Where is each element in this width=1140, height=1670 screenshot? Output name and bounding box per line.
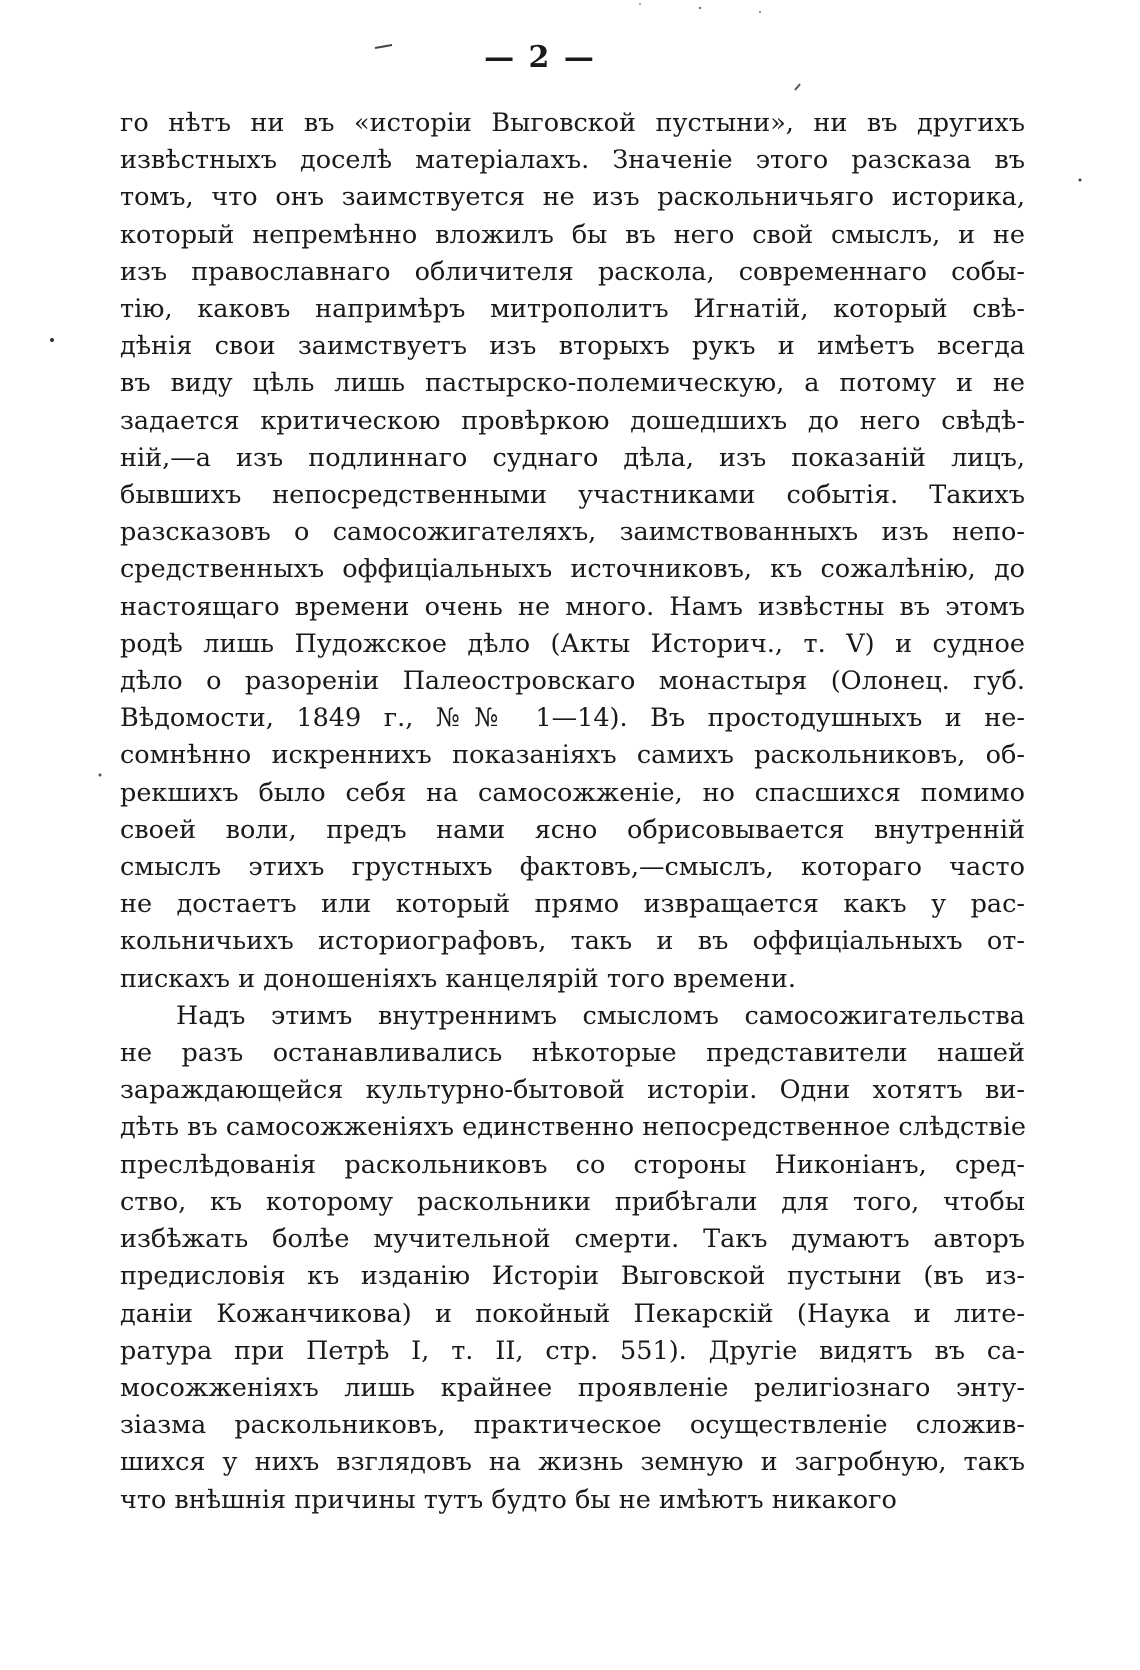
text-line: не разъ останавливались нѣкоторые представители нашей [120, 1038, 1025, 1069]
body-text [120, 105, 1025, 1519]
text-line: томъ, что онъ заимствуется не изъ раскольничьяго историка, [120, 182, 1025, 213]
text-line: предисловія къ изданію Исторіи Выговской пустыни (въ из- [120, 1261, 1025, 1292]
text-line: пискахъ и доношеніяхъ канцелярій того времени. [120, 963, 796, 994]
text-line: средственныхъ оффиціальныхъ источниковъ, къ сожалѣнію, до [120, 554, 1025, 585]
text-line: кольничьихъ историографовъ, такъ и въ оффиціальныхъ от- [120, 926, 1025, 957]
text-line: своей воли, предъ нами ясно обрисовывается внутренній [120, 814, 1025, 845]
text-line: тію, каковъ напримѣръ митрополитъ Игнатій, который свѣ- [120, 294, 1025, 325]
text-line: избѣжать болѣе мучительной смерти. Такъ думаютъ авторъ [120, 1224, 1025, 1255]
text-line: го нѣтъ ни въ «исторіи Выговской пустыни», ни въ другихъ [120, 108, 1025, 138]
text-line: бывшихъ непосредственными участниками событія. Такихъ [120, 480, 1025, 511]
text-line: мосожженіяхъ лишь крайнее проявленіе религіознаго энту- [120, 1372, 1025, 1403]
text-line: задается критическою провѣркою дошедшихъ до него свѣдѣ- [120, 405, 1025, 436]
text-line: родѣ лишь Пудожское дѣло (Акты Историч., т. V) и судное [120, 628, 1025, 659]
paragraph [120, 105, 1025, 998]
text-line: не достаетъ или который прямо извращается какъ у рас- [120, 889, 1025, 920]
text-line: въ виду цѣль лишь пастырско-полемическую, а потому и не [120, 368, 1025, 399]
text-line: дѣнія свои заимствуетъ изъ вторыхъ рукъ и имѣетъ всегда [120, 331, 1025, 362]
text-line: даніи Кожанчикова) и покойный Пекарскій (Наука и лите- [120, 1298, 1025, 1329]
text-line: который непремѣнно вложилъ бы въ него свой смыслъ, и не [120, 219, 1025, 250]
text-line: зіазма раскольниковъ, практическое осуществленіе сложив- [120, 1410, 1025, 1441]
text-line: зараждающейся культурно-бытовой исторіи. Одни хотятъ ви- [120, 1075, 1025, 1106]
text-line: сомнѣнно искреннихъ показаніяхъ самихъ раскольниковъ, об- [120, 740, 1025, 771]
text-line: шихся у нихъ взглядовъ на жизнь земную и загробную, такъ [120, 1447, 1025, 1478]
text-line: рекшихъ было себя на самосожженіе, но спасшихся помимо [120, 777, 1025, 808]
text-line: разсказовъ о самосожигателяхъ, заимствованныхъ изъ непо- [120, 517, 1025, 548]
text-line: дѣть въ самосожженіяхъ единственно непосредственное слѣдствіе [120, 1112, 1026, 1143]
text-line: извѣстныхъ доселѣ матеріалахъ. Значеніе этого разсказа въ [120, 145, 1025, 176]
text-line: Вѣдомости, 1849 г., №№ 1—14). Въ простодушныхъ и не- [120, 703, 1025, 734]
page-number: — 2 — [484, 40, 596, 75]
text-line: ство, къ которому раскольники прибѣгали для того, чтобы [120, 1186, 1025, 1217]
text-line: что внѣшнія причины тутъ будто бы не имѣютъ никакого [120, 1484, 897, 1515]
text-line: ній,—а изъ подлиннаго суднаго дѣла, изъ показаній лицъ, [120, 442, 1025, 473]
paragraph [120, 998, 1025, 1519]
text-line: изъ православнаго обличителя раскола, современнаго собы- [120, 256, 1025, 287]
text-line: дѣло о разореніи Палеостровскаго монастыря (Олонец. губ. [120, 666, 1025, 697]
text-line: ратура при Петрѣ I, т. II, стр. 551). Другіе видятъ въ са- [120, 1335, 1025, 1366]
text-line: Надъ этимъ внутреннимъ смысломъ самосожигательства [176, 1000, 1025, 1031]
text-line: настоящаго времени очень не много. Намъ извѣстны въ этомъ [120, 591, 1025, 622]
text-line: преслѣдованія раскольниковъ со стороны Никоніанъ, сред- [120, 1149, 1025, 1180]
text-line: смыслъ этихъ грустныхъ фактовъ,—смыслъ, котораго часто [120, 852, 1025, 883]
